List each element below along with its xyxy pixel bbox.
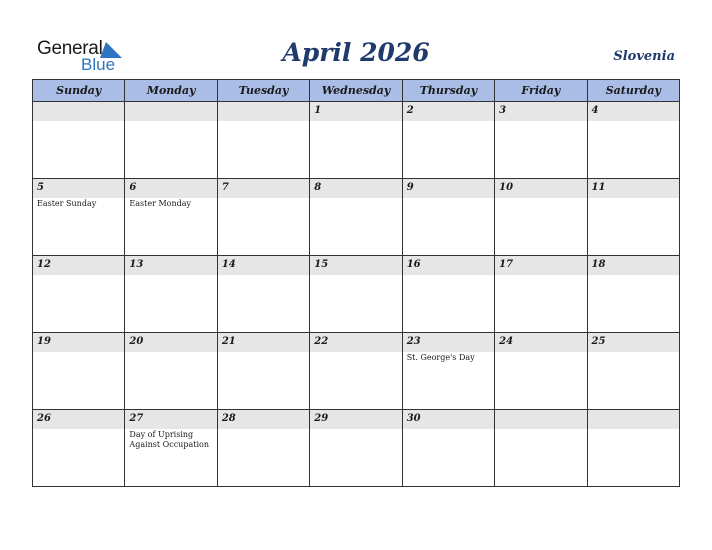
day-cell bbox=[587, 256, 679, 333]
day-number: 27 bbox=[129, 413, 144, 424]
day-number: 21 bbox=[221, 336, 236, 347]
day-number: 4 bbox=[591, 105, 599, 116]
day-cell bbox=[495, 333, 587, 410]
day-cell bbox=[33, 102, 125, 179]
day-number: 19 bbox=[37, 336, 51, 347]
day-cell bbox=[125, 179, 217, 256]
day-number: 22 bbox=[314, 336, 329, 347]
weekday-header: Thursday bbox=[402, 80, 494, 102]
day-cell bbox=[587, 333, 679, 410]
day-cell bbox=[495, 410, 587, 487]
day-cell bbox=[217, 256, 309, 333]
day-number: 15 bbox=[314, 259, 329, 270]
week-row bbox=[33, 102, 680, 179]
day-number: 11 bbox=[591, 182, 606, 193]
day-cell bbox=[402, 256, 494, 333]
day-number: 12 bbox=[37, 259, 51, 270]
day-number: 8 bbox=[314, 182, 322, 193]
day-cell bbox=[495, 102, 587, 179]
day-cell bbox=[217, 410, 309, 487]
day-cell bbox=[587, 410, 679, 487]
day-number: 9 bbox=[406, 182, 414, 193]
day-number: 25 bbox=[591, 336, 606, 347]
day-number: 20 bbox=[129, 336, 144, 347]
weekday-header: Sunday bbox=[33, 80, 125, 102]
day-cell bbox=[310, 102, 402, 179]
weekday-header-row bbox=[33, 80, 680, 102]
day-cell bbox=[33, 410, 125, 487]
day-cell bbox=[217, 179, 309, 256]
calendar-title: April 2026 bbox=[282, 38, 430, 67]
day-cell bbox=[125, 410, 217, 487]
day-cell bbox=[33, 179, 125, 256]
day-number: 14 bbox=[221, 259, 236, 270]
day-cell bbox=[125, 102, 217, 179]
day-cell bbox=[587, 179, 679, 256]
country-label: Slovenia bbox=[613, 49, 675, 64]
day-cell bbox=[402, 333, 494, 410]
day-number: 6 bbox=[129, 182, 137, 193]
day-cell bbox=[125, 333, 217, 410]
holiday-label: Day of Uprising Against Occupation bbox=[129, 430, 209, 449]
day-number: 16 bbox=[406, 259, 421, 270]
day-cell bbox=[310, 179, 402, 256]
logo-general-text: General bbox=[37, 38, 103, 59]
holiday-label: Easter Sunday bbox=[37, 199, 97, 208]
day-cell bbox=[310, 256, 402, 333]
day-cell bbox=[587, 102, 679, 179]
day-cell bbox=[33, 333, 125, 410]
weekday-header: Tuesday bbox=[217, 80, 309, 102]
day-number: 3 bbox=[499, 105, 507, 116]
week-row bbox=[33, 333, 680, 410]
day-cell bbox=[402, 410, 494, 487]
day-number: 17 bbox=[499, 259, 514, 270]
day-number: 18 bbox=[591, 259, 606, 270]
week-row bbox=[33, 410, 680, 487]
day-number: 26 bbox=[37, 413, 51, 424]
day-number: 30 bbox=[406, 413, 421, 424]
day-cell bbox=[217, 333, 309, 410]
day-number: 10 bbox=[499, 182, 514, 193]
holiday-label: St. George's Day bbox=[406, 353, 475, 362]
day-cell bbox=[402, 102, 494, 179]
day-cell bbox=[217, 102, 309, 179]
day-cell bbox=[125, 256, 217, 333]
day-number: 2 bbox=[406, 105, 414, 116]
day-number: 28 bbox=[221, 413, 236, 424]
day-cell bbox=[495, 256, 587, 333]
day-number: 1 bbox=[314, 105, 322, 116]
day-cell bbox=[310, 333, 402, 410]
day-cell bbox=[495, 179, 587, 256]
day-number: 13 bbox=[129, 259, 144, 270]
day-cell bbox=[33, 256, 125, 333]
day-number: 7 bbox=[221, 182, 229, 193]
day-number: 5 bbox=[37, 182, 44, 193]
day-cell bbox=[402, 179, 494, 256]
day-cell bbox=[310, 410, 402, 487]
week-row bbox=[33, 256, 680, 333]
day-number: 23 bbox=[406, 336, 421, 347]
week-row bbox=[33, 179, 680, 256]
weekday-header: Wednesday bbox=[310, 80, 402, 102]
weekday-header: Monday bbox=[125, 80, 217, 102]
day-number: 24 bbox=[499, 336, 514, 347]
holiday-label: Easter Monday bbox=[129, 199, 192, 208]
weekday-header: Saturday bbox=[587, 80, 679, 102]
logo-blue-text: Blue bbox=[81, 55, 116, 74]
calendar-grid bbox=[32, 79, 680, 487]
day-number: 29 bbox=[314, 413, 329, 424]
weekday-header: Friday bbox=[495, 80, 587, 102]
